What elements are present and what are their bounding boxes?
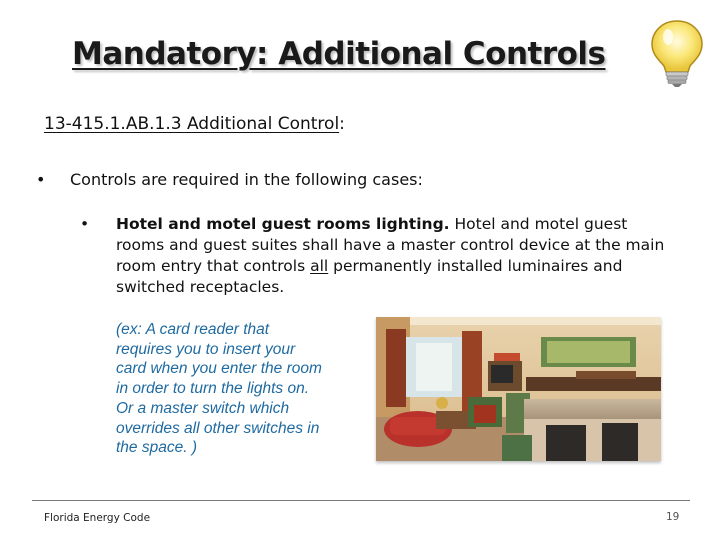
section-colon: : [339, 114, 345, 134]
section-heading [44, 114, 345, 134]
example-line: overrides all other switches in [116, 419, 320, 437]
page-title: Mandatory: Additional Controls [72, 36, 606, 72]
example-line: in order to turn the lights on. [116, 380, 310, 398]
example-line: the space. ) [116, 439, 197, 457]
sub-bullet-text-b: permanently installed luminaires and switched receptacles. [116, 257, 623, 296]
footer-text: Florida Energy Code [44, 512, 151, 524]
lightbulb-icon [646, 18, 708, 88]
footer-divider [32, 500, 690, 501]
hotel-room-photo [376, 317, 661, 461]
example-note [116, 320, 366, 458]
example-line: (ex: A card reader that [116, 321, 270, 338]
page-number: 19 [666, 511, 680, 523]
sub-bullet-emphasis: all [310, 257, 329, 275]
example-line: requires you to insert your [116, 340, 296, 358]
sub-bullet-text-a: Hotel and motel guest rooms and guest suites shall have a master control device at the main room entry that controls [116, 215, 665, 275]
bullet-marker: • [36, 170, 46, 189]
example-line: card when you enter the room [116, 360, 322, 378]
bullet-marker: • [80, 215, 90, 233]
example-line: Or a master switch which [116, 399, 290, 417]
sub-bullet-text [116, 214, 680, 298]
sub-list-item [80, 214, 680, 298]
bullet-text: Controls are required in the following cases: [70, 170, 423, 189]
sub-bullet-lead: Hotel and motel guest rooms lighting. [116, 215, 450, 233]
section-code: 13-415.1.AB.1.3 Additional Control [44, 114, 340, 134]
